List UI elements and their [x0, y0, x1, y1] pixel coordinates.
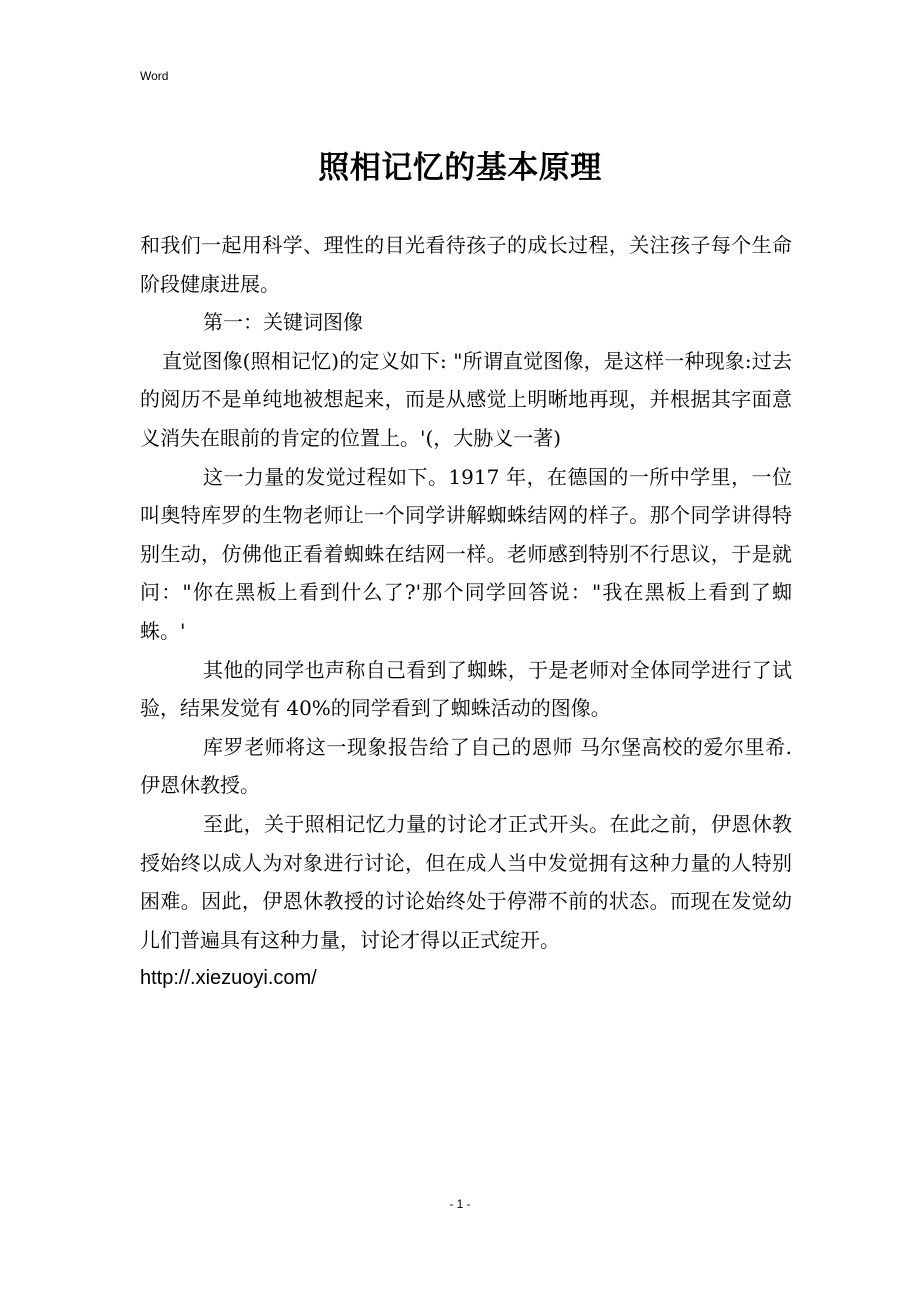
- paragraph-definition: 直觉图像(照相记忆)的定义如下: "所谓直觉图像，是这样一种现象:过去的阅历不是单纯地被想起来，而是从感觉上明晰地再现，并根据其字面意义消失在眼前的肯定的位置上。'(，大胁义一著): [140, 348, 792, 450]
- source-url-link[interactable]: http://.xiezuoyi.com/: [140, 967, 317, 990]
- paragraph-research: 至此，关于照相记忆力量的讨论才正式开头。在此之前，伊恩休教授始终以成人为对象进行讨论，但在成人当中发觉拥有这种力量的人特别困难。因此，伊恩休教授的讨论始终处于停滞不前的状态。而现在发觉幼儿们普遍具有这种力量，讨论才得以正式绽开。: [140, 811, 792, 952]
- paragraph-section-heading: 第一：关键词图像: [203, 310, 363, 335]
- paragraph-intro: 和我们一起用科学、理性的目光看待孩子的成长过程，关注孩子每个生命阶段健康进展。: [140, 233, 792, 296]
- page-number: - 1 -: [449, 1197, 471, 1211]
- paragraph-report: 库罗老师将这一现象报告给了自己的恩师 马尔堡高校的爱尔里希.伊恩休教授。: [140, 734, 792, 798]
- header-label: Word: [140, 69, 169, 83]
- paragraph-discovery: 这一力量的发觉过程如下。1917 年，在德国的一所中学里，一位叫奥特库罗的生物老师让一个同学讲解蜘蛛结网的样子。那个同学讲得特别生动，仿佛他正看着蜘蛛在结网一样。老师感到特别不行思议，于是就问："你在黑板上看到什么了?'那个同学回答说："我在黑板上看到了蜘蛛。': [140, 464, 792, 643]
- document-title: 照相记忆的基本原理: [318, 150, 602, 186]
- document-body: [140, 226, 792, 998]
- paragraph-experiment: 其他的同学也声称自己看到了蜘蛛，于是老师对全体同学进行了试验，结果发觉有 40%的同学看到了蜘蛛活动的图像。: [140, 657, 792, 721]
